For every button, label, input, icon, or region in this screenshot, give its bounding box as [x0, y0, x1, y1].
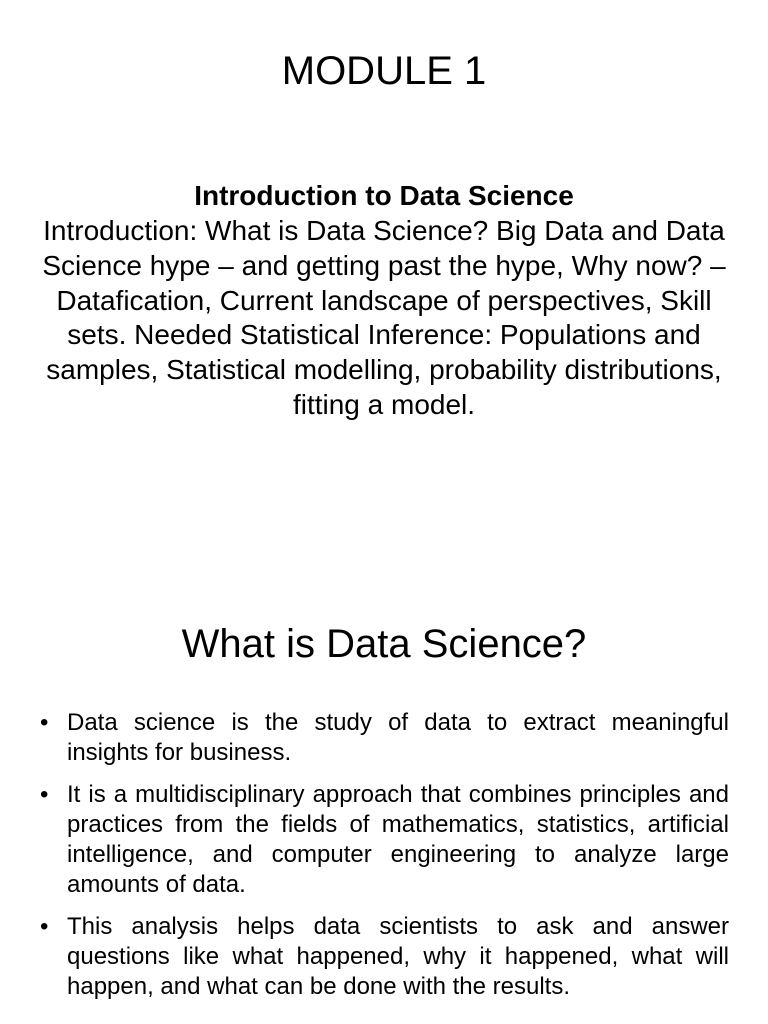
- slide-what-is-data-science: [0, 512, 768, 1024]
- bullet-item: [40, 912, 729, 1002]
- intro-heading: Introduction to Data Science: [194, 180, 574, 211]
- intro-body: Introduction: What is Data Science? Big Data and Data Science hype – and getting past the hype, Why now? – Datafication, Current landscape of perspectives, Skill sets. Needed Statistical Inference: Populations and samples, Statistical modelling, probability distributions, fitting a model.: [42, 215, 726, 420]
- bullet-icon: •: [40, 709, 49, 736]
- bullet-item: [40, 708, 729, 768]
- bullet-text: Data science is the study of data to extract meaningful insights for business.: [67, 709, 729, 766]
- bullet-icon: •: [40, 913, 49, 940]
- bullet-text: It is a multidisciplinary approach that combines principles and practices from the fields of mathematics, statistics, artificial intelligence, and computer engineering to analyze large amounts of data.: [67, 781, 729, 898]
- module-title: MODULE 1: [281, 49, 487, 93]
- bullet-text: This analysis helps data scientists to ask and answer questions like what happened, why it happened, what will happen, and what can be done with the results.: [67, 913, 729, 1000]
- section-title: What is Data Science?: [181, 622, 587, 666]
- intro-block: [30, 178, 738, 423]
- bullet-list: [40, 708, 729, 1002]
- bullet-item: [40, 780, 729, 900]
- bullet-icon: •: [40, 781, 49, 808]
